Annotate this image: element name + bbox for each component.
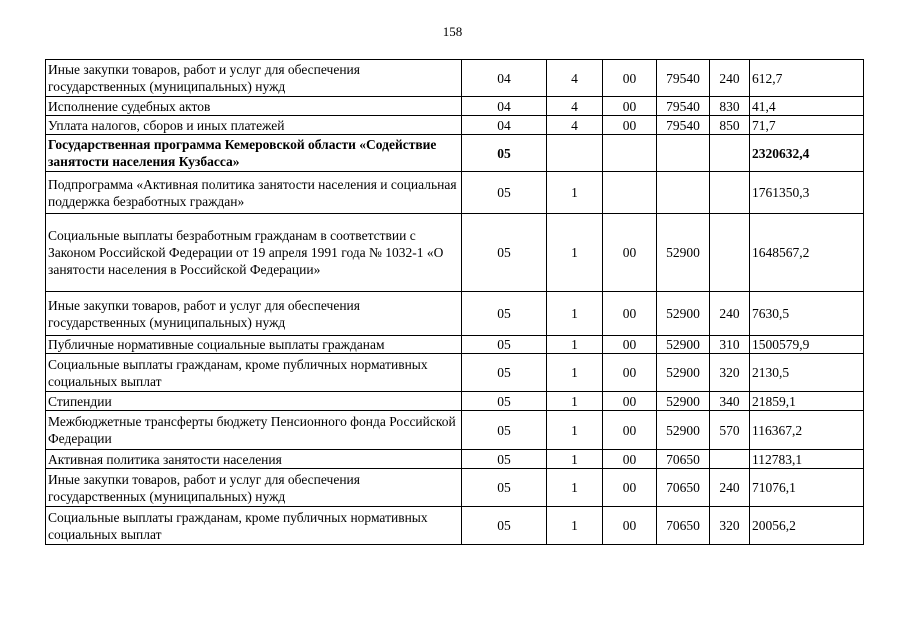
- amount: 71076,1: [750, 469, 864, 507]
- section-code: 05: [462, 469, 547, 507]
- row-description: Социальные выплаты безработным гражданам в соответствии с Законом Российской Федерации от 19 апреля 1991 года № 1032-1 «О занятости населения в Российской Федерации»: [46, 214, 462, 292]
- program-code: 00: [603, 214, 657, 292]
- table-row: [46, 411, 864, 450]
- expense-type-code: 570: [710, 411, 750, 450]
- row-description: Уплата налогов, сборов и иных платежей: [46, 116, 462, 135]
- section-code: 05: [462, 411, 547, 450]
- amount: 1761350,3: [750, 172, 864, 214]
- subsection-code: 1: [547, 172, 603, 214]
- amount: 1648567,2: [750, 214, 864, 292]
- amount: 7630,5: [750, 292, 864, 336]
- section-code: 05: [462, 507, 547, 545]
- section-code: 05: [462, 392, 547, 411]
- amount: 1500579,9: [750, 336, 864, 354]
- direction-code: 52900: [657, 354, 710, 392]
- table-row: [46, 354, 864, 392]
- expense-type-code: [710, 214, 750, 292]
- section-code: 05: [462, 336, 547, 354]
- section-code: 05: [462, 292, 547, 336]
- row-description: Иные закупки товаров, работ и услуг для обеспечения государственных (муниципальных) нужд: [46, 292, 462, 336]
- row-description: Межбюджетные трансферты бюджету Пенсионного фонда Российской Федерации: [46, 411, 462, 450]
- program-code: [603, 135, 657, 172]
- section-code: 04: [462, 60, 547, 97]
- section-code: 04: [462, 97, 547, 116]
- section-code: 05: [462, 135, 547, 172]
- table-row: [46, 60, 864, 97]
- subsection-code: 1: [547, 450, 603, 469]
- subsection-code: 4: [547, 60, 603, 97]
- direction-code: 70650: [657, 450, 710, 469]
- table-row: [46, 392, 864, 411]
- section-code: 05: [462, 354, 547, 392]
- row-description: Исполнение судебных актов: [46, 97, 462, 116]
- table-row: [46, 292, 864, 336]
- direction-code: 70650: [657, 469, 710, 507]
- direction-code: 79540: [657, 116, 710, 135]
- direction-code: 52900: [657, 411, 710, 450]
- expense-type-code: 850: [710, 116, 750, 135]
- direction-code: 52900: [657, 292, 710, 336]
- subsection-code: 1: [547, 336, 603, 354]
- expense-type-code: 340: [710, 392, 750, 411]
- expense-type-code: 320: [710, 354, 750, 392]
- subsection-code: 4: [547, 97, 603, 116]
- amount: 612,7: [750, 60, 864, 97]
- row-description: Социальные выплаты гражданам, кроме публичных нормативных социальных выплат: [46, 507, 462, 545]
- program-code: 00: [603, 469, 657, 507]
- table-row: [46, 135, 864, 172]
- program-code: 00: [603, 354, 657, 392]
- row-description: Иные закупки товаров, работ и услуг для обеспечения государственных (муниципальных) нужд: [46, 60, 462, 97]
- direction-code: [657, 135, 710, 172]
- page-number: 158: [442, 24, 463, 39]
- section-code: 04: [462, 116, 547, 135]
- amount: 2130,5: [750, 354, 864, 392]
- expense-type-code: 310: [710, 336, 750, 354]
- expense-type-code: 240: [710, 60, 750, 97]
- row-description: Активная политика занятости населения: [46, 450, 462, 469]
- program-code: [603, 172, 657, 214]
- row-description: Публичные нормативные социальные выплаты гражданам: [46, 336, 462, 354]
- subsection-code: 1: [547, 507, 603, 545]
- expense-type-code: [710, 172, 750, 214]
- subsection-code: 1: [547, 411, 603, 450]
- subsection-code: 1: [547, 354, 603, 392]
- program-code: 00: [603, 411, 657, 450]
- direction-code: 79540: [657, 97, 710, 116]
- amount: 2320632,4: [750, 135, 864, 172]
- table-row: [46, 214, 864, 292]
- expense-type-code: 240: [710, 292, 750, 336]
- direction-code: 52900: [657, 392, 710, 411]
- subsection-code: 1: [547, 392, 603, 411]
- row-description: Подпрограмма «Активная политика занятости населения и социальная поддержка безработных граждан»: [46, 172, 462, 214]
- table-row: [46, 336, 864, 354]
- row-description: Стипендии: [46, 392, 462, 411]
- expense-type-code: [710, 450, 750, 469]
- table-row: [46, 507, 864, 545]
- amount: 41,4: [750, 97, 864, 116]
- table-row: [46, 172, 864, 214]
- section-code: 05: [462, 450, 547, 469]
- amount: 71,7: [750, 116, 864, 135]
- program-code: 00: [603, 392, 657, 411]
- row-description: Иные закупки товаров, работ и услуг для обеспечения государственных (муниципальных) нужд: [46, 469, 462, 507]
- subsection-code: 1: [547, 292, 603, 336]
- subsection-code: 4: [547, 116, 603, 135]
- table-row: [46, 116, 864, 135]
- subsection-code: 1: [547, 469, 603, 507]
- subsection-code: [547, 135, 603, 172]
- table-row: [46, 450, 864, 469]
- amount: 112783,1: [750, 450, 864, 469]
- direction-code: 52900: [657, 336, 710, 354]
- program-code: 00: [603, 450, 657, 469]
- table-row: [46, 469, 864, 507]
- expense-type-code: 320: [710, 507, 750, 545]
- expense-type-code: 830: [710, 97, 750, 116]
- direction-code: 70650: [657, 507, 710, 545]
- program-code: 00: [603, 336, 657, 354]
- row-description: Социальные выплаты гражданам, кроме публичных нормативных социальных выплат: [46, 354, 462, 392]
- program-code: 00: [603, 97, 657, 116]
- program-code: 00: [603, 292, 657, 336]
- budget-table: [45, 59, 864, 545]
- direction-code: 79540: [657, 60, 710, 97]
- section-code: 05: [462, 214, 547, 292]
- amount: 116367,2: [750, 411, 864, 450]
- program-code: 00: [603, 60, 657, 97]
- amount: 21859,1: [750, 392, 864, 411]
- section-code: 05: [462, 172, 547, 214]
- row-description: Государственная программа Кемеровской области «Содействие занятости населения Кузбасса»: [46, 135, 462, 172]
- amount: 20056,2: [750, 507, 864, 545]
- expense-type-code: [710, 135, 750, 172]
- expense-type-code: 240: [710, 469, 750, 507]
- table-row: [46, 97, 864, 116]
- direction-code: 52900: [657, 214, 710, 292]
- program-code: 00: [603, 116, 657, 135]
- program-code: 00: [603, 507, 657, 545]
- subsection-code: 1: [547, 214, 603, 292]
- direction-code: [657, 172, 710, 214]
